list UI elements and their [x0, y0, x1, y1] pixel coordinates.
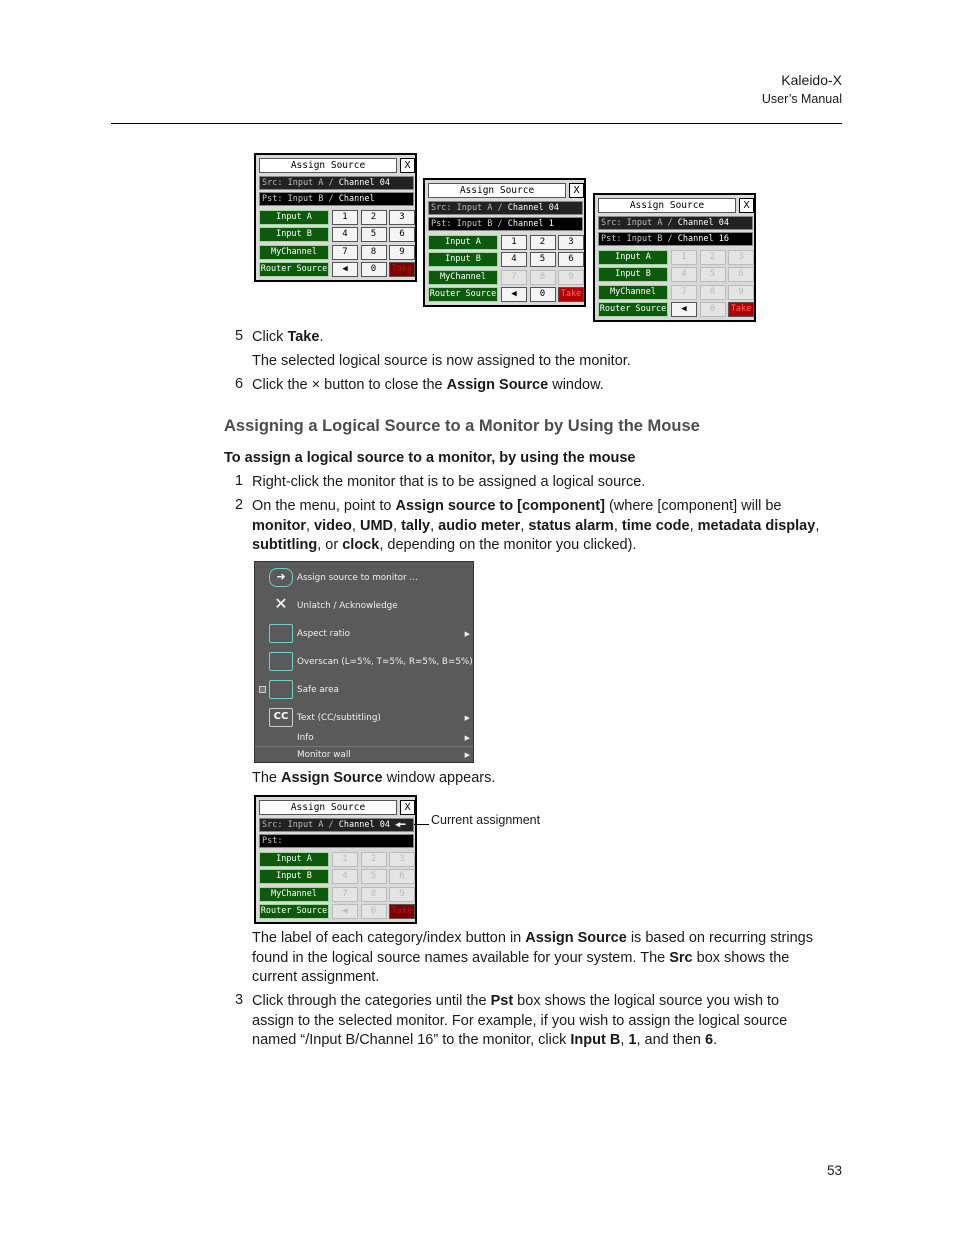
category-mychannel-button[interactable]: MyChannel — [259, 887, 329, 902]
key-7-button[interactable]: 7 — [332, 245, 358, 260]
category-input-a-button[interactable]: Input A — [428, 235, 498, 250]
keypad — [332, 210, 416, 277]
step-number: 6 — [235, 376, 244, 392]
backspace-button[interactable]: ◀ — [671, 302, 697, 317]
category-buttons — [259, 210, 329, 279]
pst-box — [428, 217, 583, 231]
step-6-text — [252, 376, 604, 396]
text-run: , — [520, 518, 529, 534]
close-button[interactable]: X — [739, 198, 754, 213]
menu-item-assign-source[interactable] — [255, 564, 473, 592]
bold-run: Assign source to [component] — [395, 498, 605, 514]
menu-item-aspect-ratio[interactable] — [255, 620, 473, 648]
key-1-button[interactable]: 1 — [671, 250, 697, 265]
pst-box — [259, 192, 414, 206]
key-4-button[interactable]: 4 — [332, 227, 358, 242]
text-run: , depending on the monitor you clicked). — [379, 537, 637, 553]
step-2-line-1 — [252, 497, 781, 517]
category-router-source-button[interactable]: Router Source — [259, 904, 329, 919]
text-run: (where [component] will be — [604, 498, 782, 514]
category-input-a-button[interactable]: Input A — [259, 210, 329, 225]
text-run: The label of each category/index button in — [252, 930, 526, 946]
src-box — [598, 216, 753, 230]
src-value: Channel 04 — [677, 218, 729, 228]
bell-cross-icon: ✕ — [274, 594, 288, 613]
text-run: , — [351, 518, 360, 534]
dialog-title: Assign Source — [428, 183, 566, 198]
bold-run: status alarm — [528, 518, 614, 534]
text-run: On the menu, point to — [252, 498, 396, 514]
text-run: . — [319, 329, 324, 345]
text-run: Click through the categories until the — [252, 993, 491, 1009]
key-0-button[interactable]: 0 — [530, 287, 556, 302]
dialog-title: Assign Source — [259, 800, 397, 815]
key-3-button[interactable]: 3 — [728, 250, 754, 265]
dialog-title: Assign Source — [259, 158, 397, 173]
bold-run: UMD — [359, 518, 393, 534]
key-1-button[interactable]: 1 — [501, 235, 527, 250]
text-run: The — [252, 770, 282, 786]
menu-item-info[interactable] — [255, 729, 473, 747]
step-3-line-1 — [252, 992, 779, 1012]
src-value: Channel 04 — [507, 203, 559, 213]
label-paragraph-line-3: current assignment. — [252, 969, 380, 985]
src-box — [259, 176, 414, 190]
category-input-b-button[interactable]: Input B — [598, 267, 668, 282]
category-input-a-button[interactable]: Input A — [598, 250, 668, 265]
take-button[interactable]: Take — [389, 904, 415, 919]
key-4-button[interactable]: 4 — [501, 252, 527, 267]
src-label: Src: Input A / — [601, 218, 673, 228]
page-number: 53 — [826, 1163, 842, 1178]
text-run: , — [305, 518, 315, 534]
menu-item-monitor-wall[interactable] — [255, 746, 473, 764]
key-9-button[interactable]: 9 — [389, 887, 415, 902]
text-run: , or — [317, 537, 343, 553]
src-box — [428, 201, 583, 215]
backspace-button[interactable]: ◀ — [332, 262, 358, 277]
pst-label: Pst: — [262, 836, 283, 846]
bold-run: tally — [401, 518, 431, 534]
text-run: , — [613, 518, 622, 534]
key-8-button[interactable]: 8 — [361, 887, 387, 902]
pst-box — [598, 232, 753, 246]
context-menu — [254, 561, 474, 763]
step-2-line-3 — [252, 536, 636, 556]
close-button[interactable]: X — [569, 183, 584, 198]
key-7-button[interactable]: 7 — [332, 887, 358, 902]
key-0-button[interactable]: 0 — [361, 262, 387, 277]
step-1-text: Right-click the monitor that is to be assigned a logical source. — [252, 474, 646, 490]
text-run: box shows the logical source you wish to — [513, 993, 780, 1009]
category-mychannel-button[interactable]: MyChannel — [598, 285, 668, 300]
menu-item-unlatch[interactable] — [255, 592, 473, 620]
backspace-button[interactable]: ◀ — [501, 287, 527, 302]
overscan-icon — [269, 652, 293, 671]
key-2-button[interactable]: 2 — [361, 210, 387, 225]
submenu-arrow-icon: ▶ — [464, 734, 470, 742]
assign-source-dialog-3 — [593, 193, 756, 322]
bold-run: clock — [342, 537, 380, 553]
menu-item-label: Text (CC/subtitling) — [297, 713, 381, 723]
text-run: window appears. — [382, 770, 496, 786]
category-input-a-button[interactable]: Input A — [259, 852, 329, 867]
pst-label: Pst: Input B / — [601, 234, 673, 244]
key-2-button[interactable]: 2 — [700, 250, 726, 265]
bold-run: 6 — [704, 1032, 714, 1048]
key-2-button[interactable]: 2 — [361, 852, 387, 867]
key-4-button[interactable]: 4 — [332, 869, 358, 884]
bold-run: monitor — [252, 518, 306, 534]
key-5-button[interactable]: 5 — [700, 267, 726, 282]
step-number: 3 — [235, 992, 244, 1008]
section-heading: Assigning a Logical Source to a Monitor by Using the Mouse — [224, 417, 700, 435]
category-buttons — [428, 235, 498, 304]
key-3-button[interactable]: 3 — [389, 210, 415, 225]
label-paragraph-line-2 — [252, 949, 789, 969]
src-label: Src: Input A / — [262, 178, 334, 188]
keypad — [332, 852, 416, 919]
key-4-button[interactable]: 4 — [671, 267, 697, 282]
category-mychannel-button[interactable]: MyChannel — [259, 245, 329, 260]
category-router-source-button[interactable]: Router Source — [259, 262, 329, 277]
bold-run: video — [314, 518, 352, 534]
cc-icon: CC — [269, 708, 293, 727]
text-run: , — [620, 1032, 629, 1048]
text-run: , and then — [636, 1032, 705, 1048]
text-run: . — [713, 1032, 718, 1048]
window-appears-text — [252, 769, 495, 789]
src-value: Channel 04 — [338, 178, 390, 188]
step-5-result: The selected logical source is now assigned to the monitor. — [252, 353, 631, 369]
category-buttons — [259, 852, 329, 921]
text-run: , — [430, 518, 439, 534]
key-8-button[interactable]: 8 — [530, 270, 556, 285]
text-run: Click the × button to close the — [252, 377, 447, 393]
src-value: Channel 04 — [338, 820, 390, 830]
menu-item-label: Aspect ratio — [297, 629, 350, 639]
category-input-b-button[interactable]: Input B — [259, 227, 329, 242]
bold-run: subtitling — [252, 537, 318, 553]
category-router-source-button[interactable]: Router Source — [428, 287, 498, 302]
bold-run: Assign Source — [525, 930, 627, 946]
bold-run: Input B — [570, 1032, 621, 1048]
key-6-button[interactable]: 6 — [389, 869, 415, 884]
key-9-button[interactable]: 9 — [558, 270, 584, 285]
take-button[interactable]: Take — [558, 287, 584, 302]
aspect-ratio-icon — [269, 624, 293, 643]
step-number: 1 — [235, 473, 244, 489]
key-5-button[interactable]: 5 — [361, 869, 387, 884]
menu-item-label: Unlatch / Acknowledge — [297, 601, 398, 611]
key-8-button[interactable]: 8 — [361, 245, 387, 260]
assign-source-dialog-4 — [254, 795, 417, 924]
bold-run: Assign Source — [446, 377, 549, 393]
key-6-button[interactable]: 6 — [558, 252, 584, 267]
key-2-button[interactable]: 2 — [530, 235, 556, 250]
pst-value: Channel — [338, 194, 375, 204]
text-run: , — [689, 518, 698, 534]
bold-run: Take — [287, 329, 320, 345]
category-input-b-button[interactable]: Input B — [259, 869, 329, 884]
bold-run: Src — [669, 950, 693, 966]
key-6-button[interactable]: 6 — [728, 267, 754, 282]
bold-run: audio meter — [438, 518, 521, 534]
key-1-button[interactable]: 1 — [332, 852, 358, 867]
assign-source-dialog-2 — [423, 178, 586, 307]
step-5-text — [252, 328, 323, 348]
category-mychannel-button[interactable]: MyChannel — [428, 270, 498, 285]
key-0-button[interactable]: 0 — [700, 302, 726, 317]
close-button[interactable]: X — [400, 158, 415, 173]
pst-value: Channel 1 — [507, 219, 554, 229]
category-router-source-button[interactable]: Router Source — [598, 302, 668, 317]
text-run: named “/Input B/Channel 16” to the monitor, click — [252, 1032, 571, 1048]
bold-run: Assign Source — [281, 770, 383, 786]
src-label: Src: Input A / — [431, 203, 503, 213]
pst-box — [259, 834, 414, 848]
text-run: box shows the — [692, 950, 790, 966]
menu-item-overscan[interactable] — [255, 648, 473, 676]
close-button[interactable]: X — [400, 800, 415, 815]
category-input-b-button[interactable]: Input B — [428, 252, 498, 267]
text-run: window. — [548, 377, 604, 393]
bold-run: metadata display — [697, 518, 816, 534]
menu-item-label: Assign source to monitor ... — [297, 573, 418, 583]
menu-item-label: Overscan (L=5%, T=5%, R=5%, B=5%) — [297, 657, 473, 667]
step-number: 2 — [235, 497, 244, 513]
key-0-button[interactable]: 0 — [361, 904, 387, 919]
key-9-button[interactable]: 9 — [389, 245, 415, 260]
menu-item-safe-area[interactable] — [255, 676, 473, 704]
bold-run: time code — [621, 518, 690, 534]
key-5-button[interactable]: 5 — [361, 227, 387, 242]
submenu-arrow-icon: ▶ — [464, 751, 470, 759]
text-run: , — [815, 518, 820, 534]
pst-value: Channel 16 — [677, 234, 729, 244]
text-run: is based on recurring strings — [626, 930, 813, 946]
text-run: Click — [252, 329, 288, 345]
keypad — [501, 235, 585, 302]
callout-leader-line — [414, 824, 429, 825]
running-header-subtitle: User’s Manual — [761, 92, 842, 106]
checkbox-icon[interactable] — [259, 686, 266, 693]
step-3-line-2: assign to the selected monitor. For example, if you wish to assign the logical source — [252, 1013, 788, 1029]
take-button[interactable]: Take — [389, 262, 415, 277]
arrow-right-icon: ➜ — [269, 568, 293, 587]
pst-label: Pst: Input B / — [262, 194, 334, 204]
key-6-button[interactable]: 6 — [389, 227, 415, 242]
step-2-line-2 — [252, 517, 819, 537]
src-box — [259, 818, 414, 832]
menu-item-label: Monitor wall — [297, 750, 351, 760]
running-header-title: Kaleido-X — [781, 72, 842, 88]
header-rule — [111, 123, 842, 124]
arrow-left-icon: ◀━ — [395, 820, 406, 830]
menu-item-text-cc[interactable] — [255, 704, 473, 732]
key-3-button[interactable]: 3 — [389, 852, 415, 867]
procedure-heading: To assign a logical source to a monitor, by using the mouse — [224, 450, 636, 466]
label-paragraph-line-1 — [252, 929, 813, 949]
key-7-button[interactable]: 7 — [501, 270, 527, 285]
menu-item-label: Info — [297, 733, 314, 743]
key-5-button[interactable]: 5 — [530, 252, 556, 267]
submenu-arrow-icon: ▶ — [464, 714, 470, 722]
src-label: Src: Input A / — [262, 820, 334, 830]
safe-area-icon — [269, 680, 293, 699]
assign-source-dialog-1 — [254, 153, 417, 282]
category-buttons — [598, 250, 668, 319]
pst-label: Pst: Input B / — [431, 219, 503, 229]
key-7-button[interactable]: 7 — [671, 285, 697, 300]
keypad — [671, 250, 755, 317]
key-3-button[interactable]: 3 — [558, 235, 584, 250]
key-8-button[interactable]: 8 — [700, 285, 726, 300]
dialog-title: Assign Source — [598, 198, 736, 213]
submenu-arrow-icon: ▶ — [464, 630, 470, 638]
text-run: , — [393, 518, 402, 534]
key-1-button[interactable]: 1 — [332, 210, 358, 225]
key-9-button[interactable]: 9 — [728, 285, 754, 300]
take-button[interactable]: Take — [728, 302, 754, 317]
bold-run: 1 — [628, 1032, 637, 1048]
text-run: found in the logical source names available for your system. The — [252, 950, 670, 966]
step-number: 5 — [235, 328, 244, 344]
backspace-button[interactable]: ◀ — [332, 904, 358, 919]
callout-current-assignment: Current assignment — [431, 813, 541, 827]
menu-item-label: Safe area — [297, 685, 339, 695]
step-3-line-3 — [252, 1031, 717, 1051]
bold-run: Pst — [490, 993, 514, 1009]
